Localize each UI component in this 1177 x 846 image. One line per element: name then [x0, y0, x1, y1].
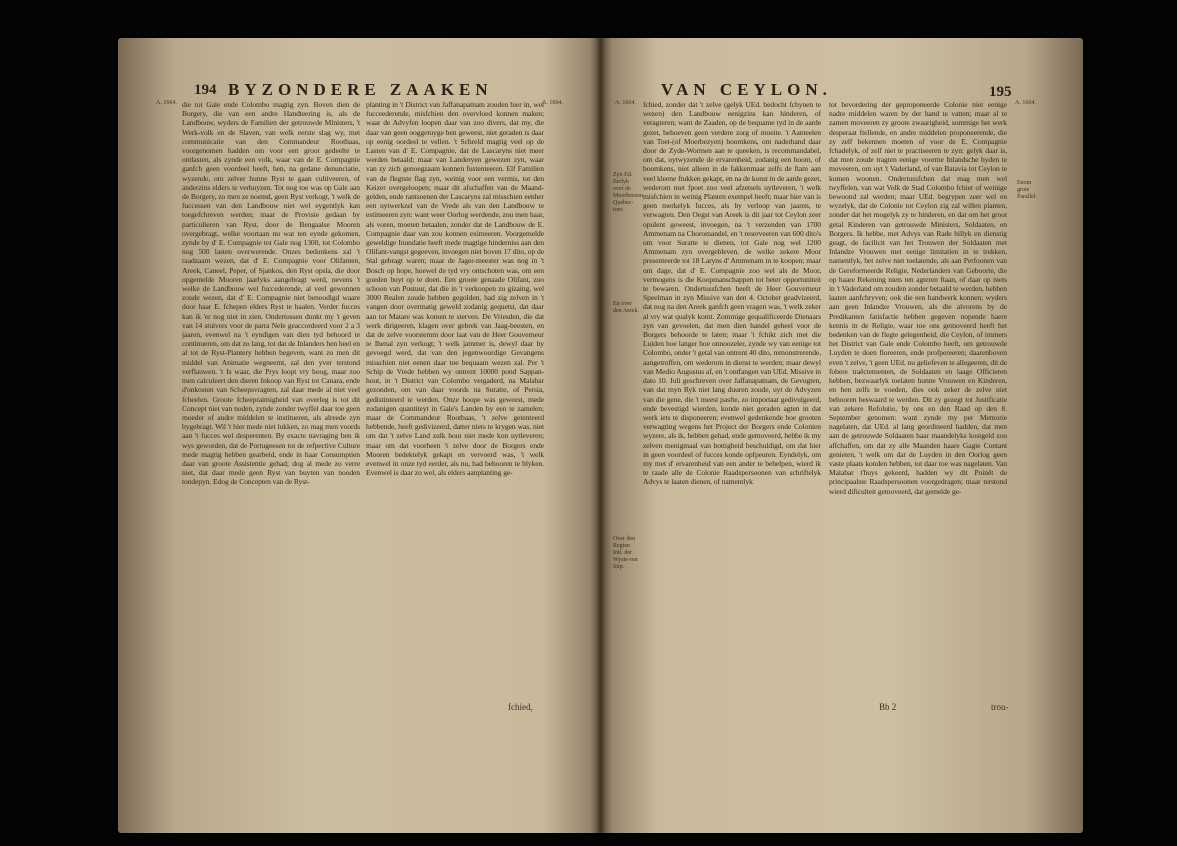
left-margin-year-inner: A. 1664.	[542, 100, 563, 106]
open-book	[118, 38, 1083, 833]
left-page-number: 194	[194, 82, 217, 98]
right-column-1	[643, 100, 821, 700]
left-col2-text: planting in 't District van Jaffanapatnam zouden hier in, wel fucceederende, misfchien den overvloed konnen maken; waar de Advyfen loopen daar van zoo divers, dat my, die daar van geen ooggetuyge ben geweest, niet geraden is daar op eenig oordeel te vellen. 't Schreld magtig veel op de Lasten van d' E. Compagnie, dat de Lascaryns niet meer werden betaald; maar van Landeryen gewezen zyn, waar van zy zich genoegzaam konnen fustenteeren. Elf Familien van de flegtste flag zyn, weinig voor een vermis, tot den Keizer overgeloopen; maar dit afschaffen van de Maand-gelden, ende rantsoenen der Lascaryns zal misschien eenher een uytwerkzel van de Vrede als van den Landbouw te estimeeren zyn: want weer Oorlog werdende, zou men haar, als voren, moeten betaalen, zonder dat de Landbouw de E. Compagnie daar van zou konnen eximeeren. Voorgemelde geweldige Inundatie heeft mede magtige hinderniss aan den Olifant-vangst gegeeven, invoegen niet boven 17 dito, op de Stal gebragt waren; maar de Jager-meester was nog in 't Bosch op hope, hoewel de tyd vry ontschoten was, om een goeden buyt op te doen. Een groote genaade Olifant, zoo schoon van Postuur, dat die in 't verkoopen zu gizaing, wel 3000 Realen zoude hebben gegolden, had zig zelven in 't vangen door overmatig geweld zodanig gequetst, dat daar aan tot Matare was komen te sterven. De Vriesden, die dat werk dirigeeren, klagen over gebrek van Jaag-beesten, en dat de zelve voorstemm door laat van de Heer Gouverneur te Ihenal zyn verkogt; 't welk jammer is, dewyl daar by gevoegd werd, dat van den jegenwoordige Gevangens misschien niet eenen daar toe bequaam wezen zal. Per 't Schip de Vrede hebben wy ontrent 10000 pond Sappan-hout, in 't District van Colombo vergaderd, na Malabar gezonden, om van daar voords na Suratte, of Persia, gedistinteerd te werden. Onze hoope was geweest, mede zodanigen quantiteyt in Gale's Landen by een te zamelen; maar de Commandeur Rootbaas, 't zelve getenteerd hebbende, heeft gedivizeerd, datter niets te krygen was, niet om dat 't zelve Land zulk hout niet mede kon uytleveren; maar om dat voorheen 't zelve door de Borgers ende Mooren bedektelyk gekapt en vervoerd was, 't welk evenwel in onze tyd eerder, als nu, had behooren te blyken. Evenwel is daar zo wel, als elders aanplanting ge-	[366, 100, 544, 478]
left-col1-text: die tot Gale ende Colombo magtig zyn. Boven dien de Borgery, die van een andre Handteering is, als de Landbouw, wyders de Familien der getrouwde Ministers, 't Werk-volk en de Slaven, van welk eerste slag wy, met communicatie van den Commandeur Rootbaas, voorgenomen hadden om voor een groot gedeelte te ontlasten, als zynde een volk, waar van de E. Compagnie ganfch geen voordeel heeft, hen, na gedane denunciatie, wyzende, om zelver hunne Ryst te gaan cultiveeren, of anderzins elders te verhuyzen. Tot nog toe was op Gale aan de Borgery, zo men ze noemd, geen Ryst verkogt, 't welk de fuccessen van den Landbouw niet wel eygentlyk kan toegefchreven werden; maar de Provisie gedaan by particulieren van Ryst, door de Bengaalse Mooren overgebragt, welke voortaan nu wat ten eynde gekomen, zynde by d' E. Compagnie tot Gale nog 1300, tot Colombo nog 500 lasten overwerende. Onzes bedunkens zal 't raadzaam wezen, dat d' E. Compagnie voor Olifanten, Areek, Caneel, Peper, of Sjankos, den Ryst opsla, die door opgemelde Mooren jaarlyks aangebragt werd, nevens 't welke de Landbouw wel fuccederende, al veel gewonnen zoude wezen, dat d' E. Compagnie niet benoodigd waare door haar E. fchepen elders Ryst te haalen. Verder fucces kan ik 'er nog niet in zien. Ondertussen dunkt my 't geven van 14 stuivers voor de parra Nele geaccordeerd voor 2 a 3 jaaren, evenwel na 't eyndigen van dien tyd behoord te continueren, om dat zo lang, tot dat de Inlanders hen heel en al tot de Ryst-Plantery hebben begeven, want zo men dit middel van Animatie wegneemt, zal den yver terstond verflauwen. 't Is waar, die Prys loopt vry hoog, maar zoo men calculeert den dieren Inkoop van Ryst tot Canara, ende d'onkosten van Scheepsvragten, zal daar mede al niet veel fcheelen. Groote fcheepraimigheid van overleg is tot dit Concept niet van noden, zynde zonder twyffel daar toe geen moeder of andre middelen te institueren, als alreede zyn bygebragt. Wil 't hier mede niet lukken, zo mag men voords aan 't fucces wel desperenten. By exacte navraging ben ik wys geworden, dat de Portugeesen tot de refpective Culture mede magtig hebben gearbeid, ende in haar Consumptien daar van groote Assistentie gehad; dog al mede zo verre niet, dat daar mede geen Ryst van buyten van nooden tondepyn. Edog de Concepten van de Ryst-	[182, 100, 360, 487]
right-column-2	[829, 100, 1007, 700]
right-margin-year-outer: A. 1664.	[1015, 100, 1036, 106]
left-catchword: fchied,	[508, 702, 533, 712]
right-col1-text: fchied, zonder dat 't zelve (gelyk UEd. bedocht fchynen te wezen) den Landbouw eenigzins kan hinderen, of veragteren; want de Zaaden, op de bequame tyd in de aarde gezet, behoeven geen verdere zorg of moeite. 't Aanteelen van Toet-(of Moerbezyen) boomkens, om naderhand daar door de Zyde-Wormen aan te queeken, is recommandabel, om dat, uytwyzende de ervarenheid, zodanig een boom, of boomkens, niet alleen in de fakkenmaar zelfs de ftam aan veel kleene ftukken gekapt, en na de konst in de aarde gezet, wederom met fpoet zoo veel afzetsels uytleveren, 't welk misfchien in weinig Planten exempel heeft; maar hier van is geen merkelyk fucces, als by verloop van jaaren, te verwagten. Den Oegst van Areek is dit jaar tot Ceylon zeer opulent geweest, invoegen, na 't verzenden van 1700 Ammenam na Choromandel, en 't reserveeren van 600 dito's om voor Suratte te dienen, tot Gale nog wel 1200 Ammenam zyn overgebleven, de welke zekere Moor presenteerde tot 18 Laryns d' Ammenam in te koopen; maar om dage, dat d' E. Compagnie zoo wel als de Moor, vermogens is die Koopmanschappen tot beter opportuniteit te bewaren. Ondertussfchen heeft de Heer Gouverneur Speelman in zyn Missive van den 4. October geadvizeerd, dat nog na den Areek ganfch geen vragen was, 't welk zeker al vry wat qualyk komt. Zommige gequalificeerde Dienaars zyn van gevoelen, dat men dien handel geheel voor de Borgers behoorde te laten; maar 't fchikt zich met die Luiden hoe langer hoe onnoozeler, zynde wy van eenige tot Colombo, onder 't getal van ontrent 40 dito, remonstrerende, aangetroffen, om wederom in dienst te werden; maar dewyl van Medio Augustus af, en 't ontfangen van UEd. Missive in dato 10. Juli geschreven over Jaffanapatnam, de Gevugten, van dat myn Ryk niet lang duuren zoude, uyt de Advyzen van die gene, die 't meest pasfte, zo importaat gedivulgeerd, ende bevestigd wierden, konde niet geraden agten in dat werk iets te disponeeren; evenwel gedenkende hoe grooten verwagting wegens het Project der Borgers ende Colonien wyzere, als ik, hebben gehad, ende gemoveerd, hebbe ik my zelven menigmaal van bottigheid beschuldigd, om dat hier in geen voordeel of fucces konde opfpeuren. Eyndelyk, om my met d' ervarenheid van een ander te behelpen, wierd ik te raade alle de Colonie Raadspersoonen van schriftelyk Advys te laaten dienen, of namentlyk	[643, 100, 821, 487]
left-margin-year-outer: A. 1664.	[156, 100, 177, 106]
left-column-1	[182, 100, 360, 700]
right-margin-note-3: Over den Regten Intl. der Wyste-ren Stip.	[613, 536, 638, 570]
right-catchword: trou-	[991, 702, 1009, 712]
left-running-head: BYZONDERE ZAAKEN	[228, 80, 493, 99]
left-column-2	[366, 100, 544, 700]
right-margin-note-outer: Enom grote Parallel.	[1017, 180, 1037, 200]
left-page	[118, 38, 600, 833]
right-col2-text: tot bevordering der geproponeerde Colonie niet eenige nadre middelen waren by der hand te vatten; maar al te zamen moveeren zy groote zwaarigheid, sommige het werk desperaat ftellende, en andre middelen proponeerende, die zy zelf bekennen moeten of voor de E. Compagnie fchadelyk, of zelf niet te practiseeren te zyn: gelyk daar is, dat men zoude tragten eenige voorme Inlandsche hyden te moveeren, om uyt 't Vaderland, of van Batavia tot Ceylon te komen woonen. Ondertussfchen dat mag men wel twyffelen, van wat Volk de Stad Colombo fchier of weinige bewoond zal werden; maar UEd. begrypen zeer wel en wyzelyk, dat de Colonie tot Ceylon zig zal willen planten, zonder dat het mogelyk zy te hinderen, en dat om het groot getal Kinderen van getrouwde Ministers, Soldaaten, en Borgers. Ik hebbe, met Advys van Rade billyk en dienstig geagt, de facilicit van het Trouwen der Soldaaten met Inlandze Vrouwen met eenige limitatien in te trekken, namentlyk, het zelve niet toelatende, als aan Perfoonen van de Gereformeerde Religie, Nederlanders van Geboorte, die op haare Rekening niets ten agteren ftaan, of daar op niets in 't Vaderland om zouden zonder betaald te werden, hebben laaten aanfchryven; ook die een handwerk konnen; wyders aan geen Inlandze Vrouwen, als die alvorens by de Predikanten fatisfactie hebben gegeven nopende haere kennis in de Religie, waar toe ons gemoveerd heeft het bedenken van de flegte gelegenheid, die Ceylon, of immers het District van Gale ende Colombo heeft, om getrouwde Luyden te doen floreeren, ende profpereeren; daarenboven even 't zelve, 't geen UEd. nu geliefeven te allegeeren, dit de fobere traêctementen, de Soldaaten en laage Officieren hebben, bezwaarlyk toelaten hunne Vrouwen en Kinderen, en hen zelfs te voeden, dies ook zeker de zelve niet behooren beswaard te werden. Dit zy gezegt tot Justificatie van zekere Refolutie, by ons en den Raad op den 8. September genomen: want zynde my per Memorie nagelaten, dat UEd. al lang geordineerd hadden, dat men aan de getrouwde Soldaaten haar maandelyks kostgeld zou affchaffen, om dat zy alle Maanden haare Gagie Contant genieten, 't welk om dat de Luyden in den Oorlog geen vaste plaats konden hebben, tot daar toe was nagelaten. Van Malabar t'huys gekeerd, hadden wy dit Poinêt de principaalste Raadspersoonen voorgedragen; maar terstond wierd dificulteit gemoveerd, dat gemelde ge-	[829, 100, 1007, 496]
right-margin-note-1: Zyn Ed. Eerlyk over de Moorbeezen. Quebec-toer.	[613, 172, 645, 213]
right-margin-note-2: En over den Areek.	[613, 301, 639, 314]
right-page	[601, 38, 1083, 833]
right-running-head: VAN CEYLON.	[661, 80, 832, 99]
right-margin-year-inner: A. 1664.	[615, 100, 636, 106]
signature-mark: Bb 2	[879, 702, 897, 712]
right-page-number: 195	[989, 84, 1012, 100]
